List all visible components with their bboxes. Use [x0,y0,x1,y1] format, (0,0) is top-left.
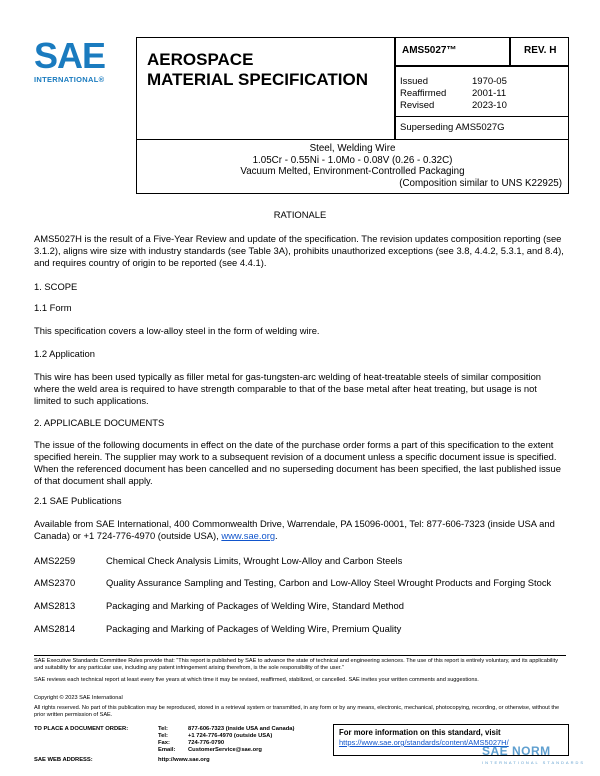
section-sae-publications-heading: 2.1 SAE Publications [34,495,122,506]
more-info-title: For more information on this standard, visit [339,728,501,737]
contact-row [34,726,294,733]
date-row [400,88,507,100]
dates-table [400,76,507,112]
reference-title: Packaging and Marking of Packages of Welding Wire, Premium Quality [106,623,402,634]
rationale-heading: RATIONALE [273,209,327,220]
web-address-value: http://www.sae.org [158,757,210,763]
section-application-text: This wire has been used typically as filler metal for gas-tungsten-arc welding of heat-treatable steels of similar composition where the weld area is required to have strength comparable to that of the base metal after heat treating, but usage is not limited to such applications. [34,371,542,406]
material-title-line-2: 1.05Cr - 0.55Ni - 1.0Mo - 0.08V (0.26 - 0.32C) [252,154,453,166]
contact-label: Tel: [158,733,168,739]
footer-rule [34,655,566,656]
sae-logo-subtitle: INTERNATIONAL [34,75,99,84]
id-row-rule [394,65,569,67]
contact-label: Tel: [158,726,168,732]
reference-id: AMS2814 [34,623,76,634]
section-form-text: This specification covers a low-alloy steel in the form of welding wire. [34,325,320,336]
section-application-heading: 1.2 Application [34,348,95,359]
sae-publications-period: . [275,530,278,541]
sae-publications-address: Available from SAE International, 400 Commonwealth Drive, Warrendale, PA 15096-0001, Tel: 877-606-7323 (inside USA and Canada) or +1 724-776-4970 (outside USA), [34,518,555,541]
section-applicable-documents-text: The issue of the following documents in effect on the date of the purchase order forms a part of this specification to the extent specified herein. The supplier may work to a subsequent revision of a document unless a specific document issue is specified. When the referenced document has been cancelled and no superseding document has been specified, the last published issue of that document shall apply. [34,439,561,486]
date-value: 2023-10 [472,100,507,111]
date-label: Reaffirmed [400,88,447,99]
contact-label: Fax: [158,740,170,746]
date-value: 2001-11 [472,88,507,99]
superseding-rule [394,116,569,117]
date-label: Issued [400,76,428,87]
contact-row [34,754,294,764]
reference-title: Packaging and Marking of Packages of Welding Wire, Standard Method [106,600,404,611]
revision-label: REV. H [524,45,557,56]
material-title-line-1: Steel, Welding Wire [309,143,396,154]
reference-id: AMS2259 [34,555,76,566]
sae-logo-wordmark: SAE [34,35,106,76]
contact-row [34,740,294,747]
order-label: TO PLACE A DOCUMENT ORDER: [34,726,129,732]
date-row [400,100,507,112]
document-type-title [147,50,368,90]
sae-logo [34,35,120,84]
material-title-box [136,140,569,194]
date-row [400,76,507,88]
superseding-note: Superseding AMS5027G [400,122,505,133]
rev-divider [509,37,511,65]
reference-title: Quality Assurance Sampling and Testing, Carbon and Low-Alloy Steel Wrought Products and Forging Stock [106,577,552,588]
web-address-label: SAE WEB ADDRESS: [34,757,93,763]
spec-id: AMS5027™ [402,45,457,56]
watermark: SAE NORM [482,744,551,758]
contact-value: +1 724-776-4970 (outside USA) [188,733,273,739]
reference-id: AMS2813 [34,600,76,611]
contact-row [34,733,294,740]
header-divider [394,37,396,140]
contact-value: CustomerService@sae.org [188,747,262,753]
section-scope-heading: 1. SCOPE [34,281,78,292]
footer-rights-text: All rights reserved. No part of this publication may be reproduced, stored in a retrieval system or transmitted, in any form or by any means, electronic, mechanical, photocopying, recording, or otherwise, without the prior written permission of SAE. [34,705,560,718]
reference-title: Chemical Check Analysis Limits, Wrought Low-Alloy and Carbon Steels [106,555,403,566]
contact-value: 877-606-7323 (inside USA and Canada) [188,726,295,732]
registered-mark: ® [98,75,105,84]
standard-link[interactable]: https://www.sae.org/standards/content/AMS5027H/ [339,738,509,747]
order-contact-table [34,726,294,764]
footer-review-text: SAE reviews each technical report at least every five years at which time it may be revised, reaffirmed, stabilized, or cancelled. SAE invites your written comments and suggestions. [34,677,479,683]
title-line-1: AEROSPACE [147,50,254,69]
footer-copyright: Copyright © 2023 SAE International [34,695,123,701]
reference-id: AMS2370 [34,577,76,588]
rationale-text: AMS5027H is the result of a Five-Year Review and update of the specification. The revision updates composition reporting (see 3.1.2), aligns wire size with industry standards (see Table 3A), prohibits unauthorized exceptions (see 3.8, 4.4.2, 5.3.1, and 8.4), and requires country of origin to be reported (see 4.4.1). [34,233,564,268]
section-form-heading: 1.1 Form [34,302,72,313]
contact-label: Email: [158,747,176,753]
contact-value: 724-776-0790 [188,740,225,746]
title-line-2: MATERIAL SPECIFICATION [147,70,368,89]
watermark-subtitle: INTERNATIONAL STANDARDS [482,760,586,765]
section-sae-publications-text [34,518,566,542]
sae-website-link[interactable]: www.sae.org [221,530,276,541]
section-applicable-documents-heading: 2. APPLICABLE DOCUMENTS [34,417,165,428]
footer-rules-text: SAE Executive Standards Committee Rules provide that: “This report is published by SAE to advance the state of technical and engineering sciences. The use of this report is entirely voluntary, and its applicability and suitability for any particular use, including any patent infringement arising therefrom, is the sole responsibility of the user.” [34,658,559,671]
date-value: 1970-05 [472,76,507,87]
material-title-line-3: Vacuum Melted, Environment-Controlled Packaging [240,166,465,177]
contact-row [34,747,294,754]
material-title-line-4: (Composition similar to UNS K22925) [399,177,562,189]
date-label: Revised [400,100,435,111]
